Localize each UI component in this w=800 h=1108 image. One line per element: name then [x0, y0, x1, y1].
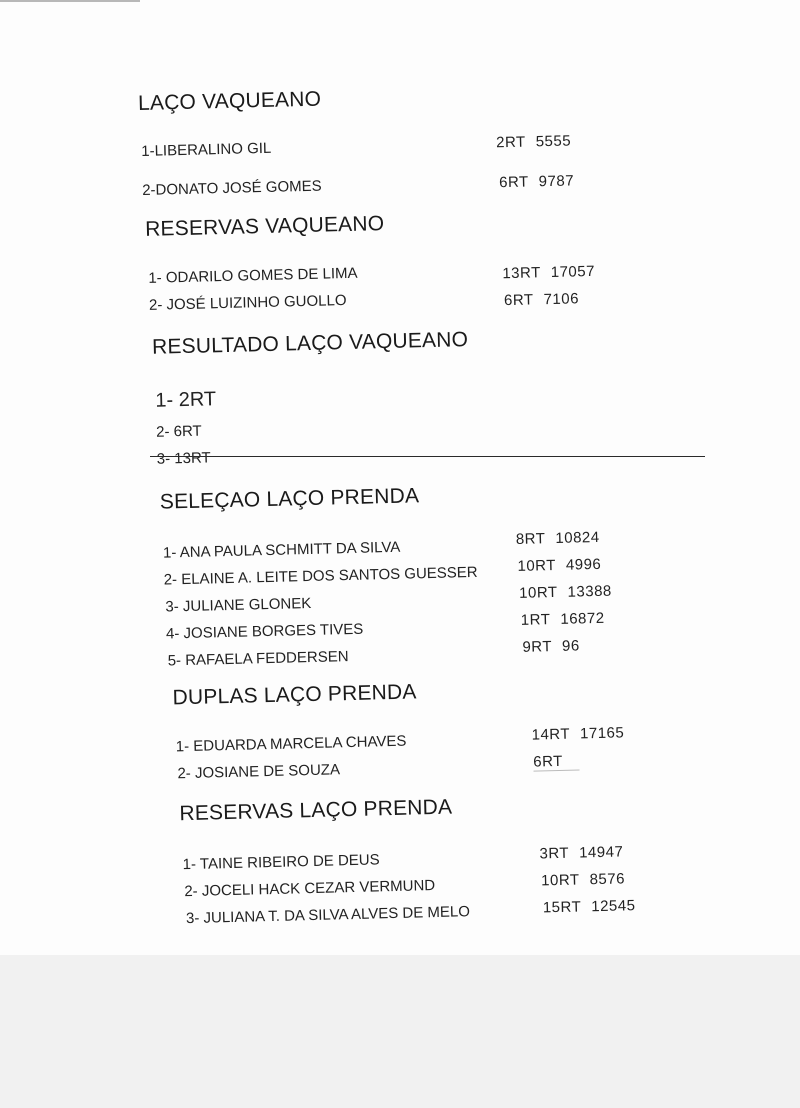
entry-number: 10824: [555, 528, 600, 547]
entry-number: 8576: [589, 870, 626, 889]
entry-rt: 6RT: [498, 173, 529, 192]
entry-name: 1-LIBERALINO GIL: [141, 139, 272, 160]
entry-code: [516, 529, 600, 548]
entry-number: 9787: [538, 172, 575, 191]
entry-code: [504, 290, 579, 309]
entry-number: 16872: [560, 609, 605, 628]
entry-rt: 8RT: [515, 530, 546, 548]
entry-number: 7106: [543, 290, 580, 309]
entry-number: 12545: [591, 897, 636, 916]
entry-code: [517, 556, 601, 575]
entry-rt: 15RT: [542, 898, 582, 917]
heading-duplas-laco-prenda: DUPLAS LAÇO PRENDA: [172, 680, 417, 710]
entry-rt: 13RT: [502, 264, 541, 283]
entry-rt: 10RT: [540, 871, 580, 890]
result-item: 1- 2RT: [155, 388, 217, 412]
entry-name: 4- JOSIANE BORGES TIVES: [165, 620, 364, 643]
entry-code: [519, 583, 612, 602]
entry-name: 2-DONATO JOSÉ GOMES: [142, 177, 322, 199]
entry-code: [496, 132, 571, 151]
entry-code: [539, 843, 623, 862]
entry-name: 5- RAFAELA FEDDERSEN: [167, 648, 349, 670]
entry-code: [533, 752, 579, 771]
heading-reservas-vaqueano: RESERVAS VAQUEANO: [144, 212, 385, 241]
entry-name: 1- TAINE RIBEIRO DE DEUS: [182, 851, 380, 874]
entry-number: 14947: [578, 843, 624, 862]
entry-name: 3- JULIANE GLONEK: [165, 594, 312, 616]
entry-rt: 1RT: [520, 611, 551, 629]
entry-number: 13388: [567, 582, 612, 601]
entry-name: 2- JOSÉ LUIZINHO GUOLLO: [148, 292, 347, 314]
entry-code: [502, 263, 595, 282]
entry-code: [531, 724, 624, 743]
entry-number: 17165: [579, 724, 625, 743]
entry-rt: 2RT: [495, 133, 526, 152]
entry-code: [521, 610, 605, 629]
entry-rt: 14RT: [531, 725, 571, 744]
entry-name: 2- ELAINE A. LEITE DOS SANTOS GUESSER: [163, 563, 478, 589]
entry-code: [499, 172, 574, 191]
entry-rt: 3RT: [539, 844, 570, 863]
entry-number: 4996: [565, 555, 602, 574]
entry-name: 1- ODARILO GOMES DE LIMA: [148, 264, 358, 287]
entry-rt: 6RT: [533, 752, 564, 771]
entry-rt: 10RT: [518, 583, 558, 602]
entry-code: [541, 870, 625, 889]
entry-name: 1- EDUARDA MARCELA CHAVES: [175, 732, 407, 756]
entry-name: 2- JOSIANE DE SOUZA: [177, 761, 341, 783]
entry-rt: 9RT: [522, 638, 553, 656]
entry-number: 96: [561, 637, 580, 655]
entry-name: 2- JOCELI HACK CEZAR VERMUND: [184, 877, 436, 901]
result-item: 2- 6RT: [155, 422, 202, 441]
entry-rt: 6RT: [503, 291, 534, 310]
heading-reservas-laco-prenda: RESERVAS LAÇO PRENDA: [179, 795, 453, 826]
entry-name: 1- ANA PAULA SCHMITT DA SILVA: [162, 538, 401, 562]
scan-bottom-band: [0, 955, 800, 1108]
heading-resultado-vaqueano: RESULTADO LAÇO VAQUEANO: [151, 328, 469, 359]
entry-code: [543, 897, 636, 916]
entry-number: 5555: [535, 132, 572, 151]
entry-rt: 10RT: [517, 556, 557, 575]
heading-laco-vaqueano: LAÇO VAQUEANO: [137, 87, 322, 116]
entry-code: [522, 637, 580, 655]
entry-number: 17057: [550, 262, 596, 282]
entry-name: 3- JULIANA T. DA SILVA ALVES DE MELO: [185, 903, 471, 928]
horizontal-divider: [150, 456, 705, 457]
result-item: 3- 13RT: [156, 449, 211, 468]
heading-selecao-laco-prenda: SELEÇAO LAÇO PRENDA: [159, 484, 420, 514]
